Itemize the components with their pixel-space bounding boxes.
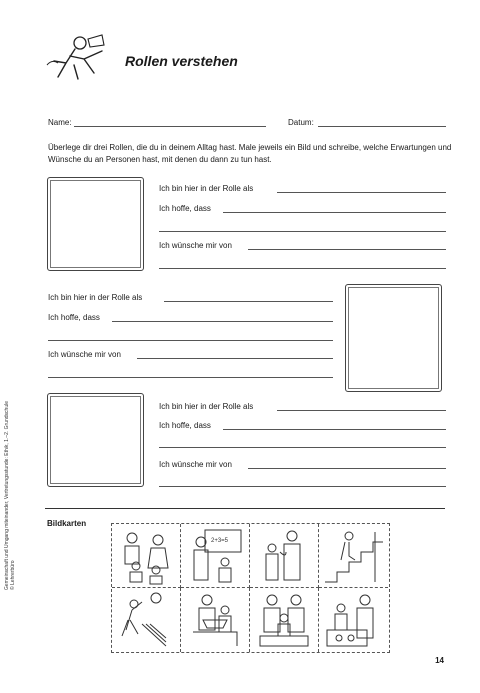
cooking-icon[interactable]	[319, 588, 388, 652]
svg-text:2+3=5: 2+3=5	[211, 538, 229, 544]
bildkarten-title: Bildkarten	[47, 519, 87, 528]
hope-label-1: Ich hoffe, dass	[159, 204, 211, 213]
wish-line-2b[interactable]	[48, 377, 333, 378]
copyright-sidebar	[4, 401, 16, 590]
wish-line-3b[interactable]	[159, 486, 446, 487]
role-label-3: Ich bin hier in der Rolle als	[159, 402, 254, 411]
hope-line-1b[interactable]	[159, 231, 446, 232]
ball-play-icon[interactable]	[112, 588, 181, 652]
section-divider	[45, 508, 445, 509]
grandparents-icon[interactable]	[250, 588, 319, 652]
teacher-icon[interactable]	[181, 524, 250, 588]
wish-line-1a[interactable]	[248, 249, 446, 250]
hope-label-2: Ich hoffe, dass	[48, 313, 100, 322]
hope-line-3b[interactable]	[159, 447, 446, 448]
stairs-icon[interactable]	[319, 524, 388, 588]
page-number: 14	[435, 656, 444, 665]
wish-label-3: Ich wünsche mir von	[159, 460, 232, 469]
instructions: Überlege dir drei Rollen, die du in deinem Alltag hast. Male jeweils ein Bild und schreibe, welche Erwartungen und Wünsche du an Personen hast, mit denen du dann zu tun hast.	[48, 143, 452, 164]
role-label-2: Ich bin hier in der Rolle als	[48, 293, 143, 302]
name-line[interactable]	[74, 126, 266, 127]
drawing-frame-1[interactable]	[47, 177, 144, 271]
wish-line-1b[interactable]	[159, 268, 446, 269]
running-figure-icon	[44, 33, 116, 81]
hope-label-3: Ich hoffe, dass	[159, 421, 211, 430]
hope-line-2a[interactable]	[112, 321, 333, 322]
drawing-frame-2[interactable]	[345, 284, 442, 392]
hope-line-1a[interactable]	[223, 212, 446, 213]
role-line-1[interactable]	[277, 192, 446, 193]
drawing-frame-3[interactable]	[47, 393, 144, 487]
sidebar-line-1: Gemeinschaft und Umgang miteinander, Vertretungsstunde: Ethik, 1.–2. Grundschule	[4, 401, 10, 590]
reading-icon[interactable]	[181, 588, 250, 652]
doctor-icon[interactable]	[250, 524, 319, 588]
page-title: Rollen verstehen	[125, 53, 238, 69]
name-label: Name:	[48, 118, 72, 127]
role-label-1: Ich bin hier in der Rolle als	[159, 184, 254, 193]
bildkarten-grid	[111, 523, 390, 653]
hope-line-2b[interactable]	[48, 340, 333, 341]
wish-label-2: Ich wünsche mir von	[48, 350, 121, 359]
sidebar-line-2: © Lehrerbüro	[10, 560, 16, 590]
wish-label-1: Ich wünsche mir von	[159, 241, 232, 250]
wish-line-3a[interactable]	[248, 468, 446, 469]
date-line[interactable]	[318, 126, 446, 127]
role-line-3[interactable]	[277, 410, 446, 411]
hope-line-3a[interactable]	[223, 429, 446, 430]
family-icon[interactable]	[112, 524, 181, 588]
wish-line-2a[interactable]	[137, 358, 333, 359]
date-label: Datum:	[288, 118, 314, 127]
role-line-2[interactable]	[164, 301, 333, 302]
